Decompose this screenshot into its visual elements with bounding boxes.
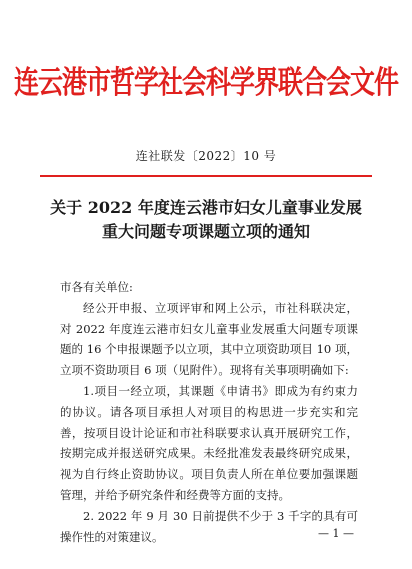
paragraph-1: 经公开申报、立项评审和网上公示，市社科联决定，对 2022 年度连云港市妇女儿童事业发展重大问题专项课题的 16 个申报课题予以立项，其中立项资助项目 10 项，立项不资助项目 6 项（见附件）。现将有关事项明确如下:: [60, 300, 358, 378]
paragraph-2: 1.项目一经立项，其课题《申请书》即成为有约束力的协议。请各项目承担人对项目的构思进一步充实和完善，按项目设计论证和市社科联要求认真开展研究工作，按期完成并报送研究成果。未经批准发表最终研究成果，视为自行终止资助协议。项目负责人所在单位要加强课题管理，并给予研究条件和经费等方面的支持。: [60, 383, 358, 502]
org-header: 连云港市哲学社会科学界联合会文件: [13, 64, 398, 101]
title-line-1: 关于 2022 年度连云港市妇女儿童事业发展: [50, 198, 362, 217]
salutation: 市各有关单位:: [60, 280, 133, 294]
document-number: 连社联发〔2022〕10 号: [135, 149, 277, 163]
document-body: [60, 277, 358, 547]
title-line-2: 重大问题专项课题立项的通知: [101, 222, 310, 241]
page-number: — 1 —: [318, 527, 354, 540]
red-divider: [40, 175, 372, 177]
paragraph-3: 2. 2022 年 9 月 30 日前提供不少于 3 千字的具有可操作性的对策建议。: [60, 508, 358, 544]
document-title: [0, 196, 412, 244]
